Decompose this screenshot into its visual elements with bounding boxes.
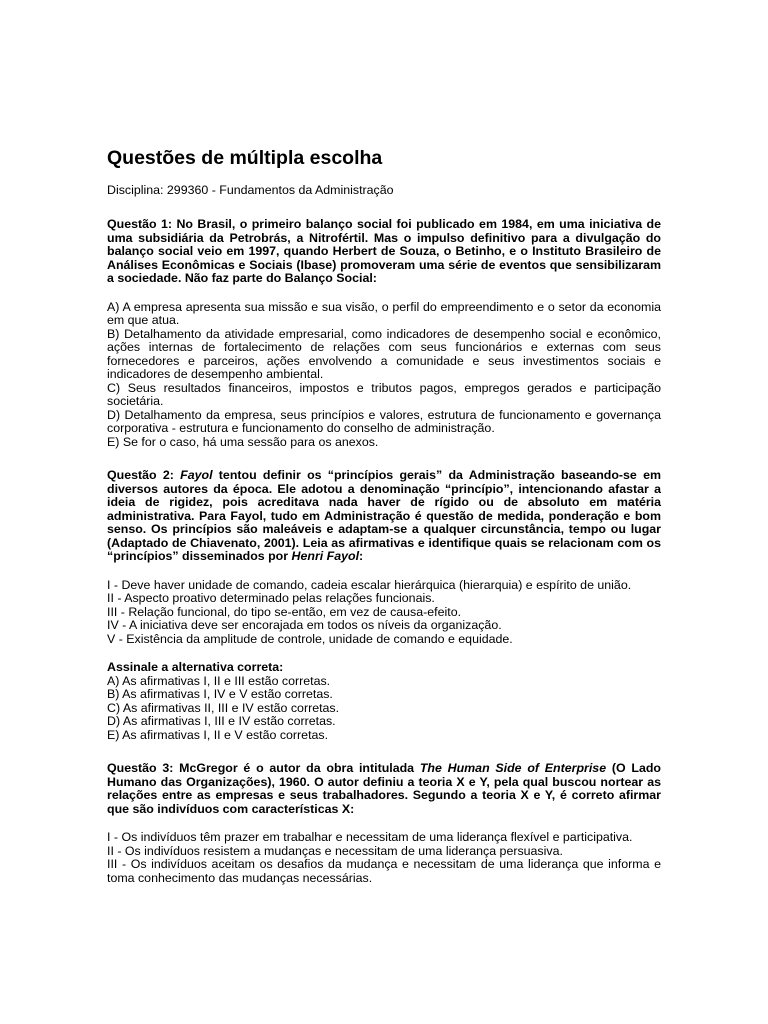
question-2-prompt: Assinale a alternativa correta: (107, 660, 284, 674)
question-2 (107, 469, 661, 742)
option-a: A) A empresa apresenta sua missão e sua visão, o perfil do empreendimento e o setor da economia em que atua. (107, 299, 661, 327)
statement-i: I - Deve haver unidade de comando, cadeia escalar hierárquica (hierarquia) e espírito de união. (107, 577, 632, 592)
statement-iii: III - Os indivíduos aceitam os desafios da mudança e necessitam de uma liderança que informa e toma conhecimento das mudanças necessárias. (107, 857, 661, 885)
page-title: Questões de múltipla escolha (107, 147, 383, 169)
question-3-text-a: McGregor é o autor da obra intitulada (173, 761, 420, 775)
statement-iii: III - Relação funcional, do tipo se-então, em vez de causa-efeito. (107, 604, 462, 619)
question-2-stem (107, 469, 661, 564)
statement-iv: IV - A iniciativa deve ser encorajada em todos os níveis da organização. (107, 618, 502, 632)
question-1 (107, 218, 661, 449)
question-3-stem (107, 762, 661, 816)
question-2-end: : (359, 549, 364, 563)
question-1-label: Questão 1: (107, 217, 173, 231)
option-d: D) Detalhamento da empresa, seus princípios e valores, estrutura de funcionamento e governança corporativa - estrutura e funcionamento do conselho de administração. (107, 407, 661, 435)
option-c: C) Seus resultados financeiros, impostos e tributos pagos, empregos gerados e participação societária. (107, 380, 661, 408)
statement-ii: II - Aspecto proativo determinado pelas relações funcionais. (107, 591, 435, 605)
statement-v: V - Existência da amplitude de controle, unidade de comando e equidade. (107, 631, 513, 646)
alternative-c: C) As afirmativas II, III e IV estão corretas. (107, 700, 340, 715)
question-3-text-b: (O Lado Humano das Organizações), 1960. O autor definiu a teoria X e Y, pela qual buscou nortear as relações entre as empresas e seus trabalhadores. Segundo a teoria X e Y, é correto afirmar que são indivíduos com características X: (107, 761, 661, 816)
question-3-label: Questão 3: (107, 761, 174, 775)
option-b: B) Detalhamento da atividade empresarial, como indicadores de desempenho social e econômico, ações internas de fortalecimento de relações com seus funcionários e externas com seus fornecedores e parceiros, ações envolvendo a comunidade e seus investimentos sociais e indicadores de desempenho ambiental. (107, 326, 661, 381)
question-2-label: Questão 2: (107, 468, 174, 482)
henri-fayol-name: Henri Fayol (291, 549, 360, 563)
question-1-options (107, 301, 661, 450)
question-2-statements (107, 579, 661, 647)
alternative-d: D) As afirmativas I, III e IV estão corretas. (107, 714, 336, 728)
book-title: The Human Side of Enterprise (419, 761, 607, 775)
document-page (107, 146, 661, 885)
question-2-text: tentou definir os “princípios gerais” da Administração baseando-se em diversos autores da época. Ele adotou a denominação “princípio”, intencionando afastar a ideia de rigidez, pois acreditava nada haver de rígido ou de absoluto em matéria administrativa. Para Fayol, tudo em Administração é questão de medida, ponderação e bom senso. Os princípios são maleáveis e adaptam-se a qualquer circunstância, tempo ou lugar (Adaptado de Chiavenato, 2001). Leia as afirmativas e identifique quais se relacionam com os “princípios” disseminados por (107, 468, 661, 563)
alternative-a: A) As afirmativas I, II e III estão corretas. (107, 673, 331, 688)
question-1-stem (107, 218, 661, 286)
question-2-alternatives (107, 675, 661, 743)
statement-ii: II - Os indivíduos resistem a mudanças e necessitam de uma liderança persuasiva. (107, 843, 563, 858)
question-1-text: No Brasil, o primeiro balanço social foi publicado em 1984, em uma iniciativa de uma subsidiária da Petrobrás, a Nitrofértil. Mas o impulso definitivo para a divulgação do balanço social veio em 1997, quando Herbert de Souza, o Betinho, e o Instituto Brasileiro de Análises Econômicas e Sociais (Ibase) promoveram uma série de eventos que sensibilizaram a sociedade. Não faz parte do Balanço Social: (107, 217, 661, 285)
alternative-b: B) As afirmativas I, IV e V estão corretas. (107, 687, 333, 701)
discipline-line: Disciplina: 299360 - Fundamentos da Administração (107, 183, 394, 197)
statement-i: I - Os indivíduos têm prazer em trabalhar e necessitam de uma liderança flexível e participativa. (107, 830, 633, 844)
question-3 (107, 762, 661, 885)
question-3-statements (107, 831, 661, 885)
option-e: E) Se for o caso, há uma sessão para os anexos. (107, 434, 379, 449)
alternative-e: E) As afirmativas I, II e V estão corretas. (107, 727, 329, 742)
fayol-name: Fayol (180, 468, 213, 482)
